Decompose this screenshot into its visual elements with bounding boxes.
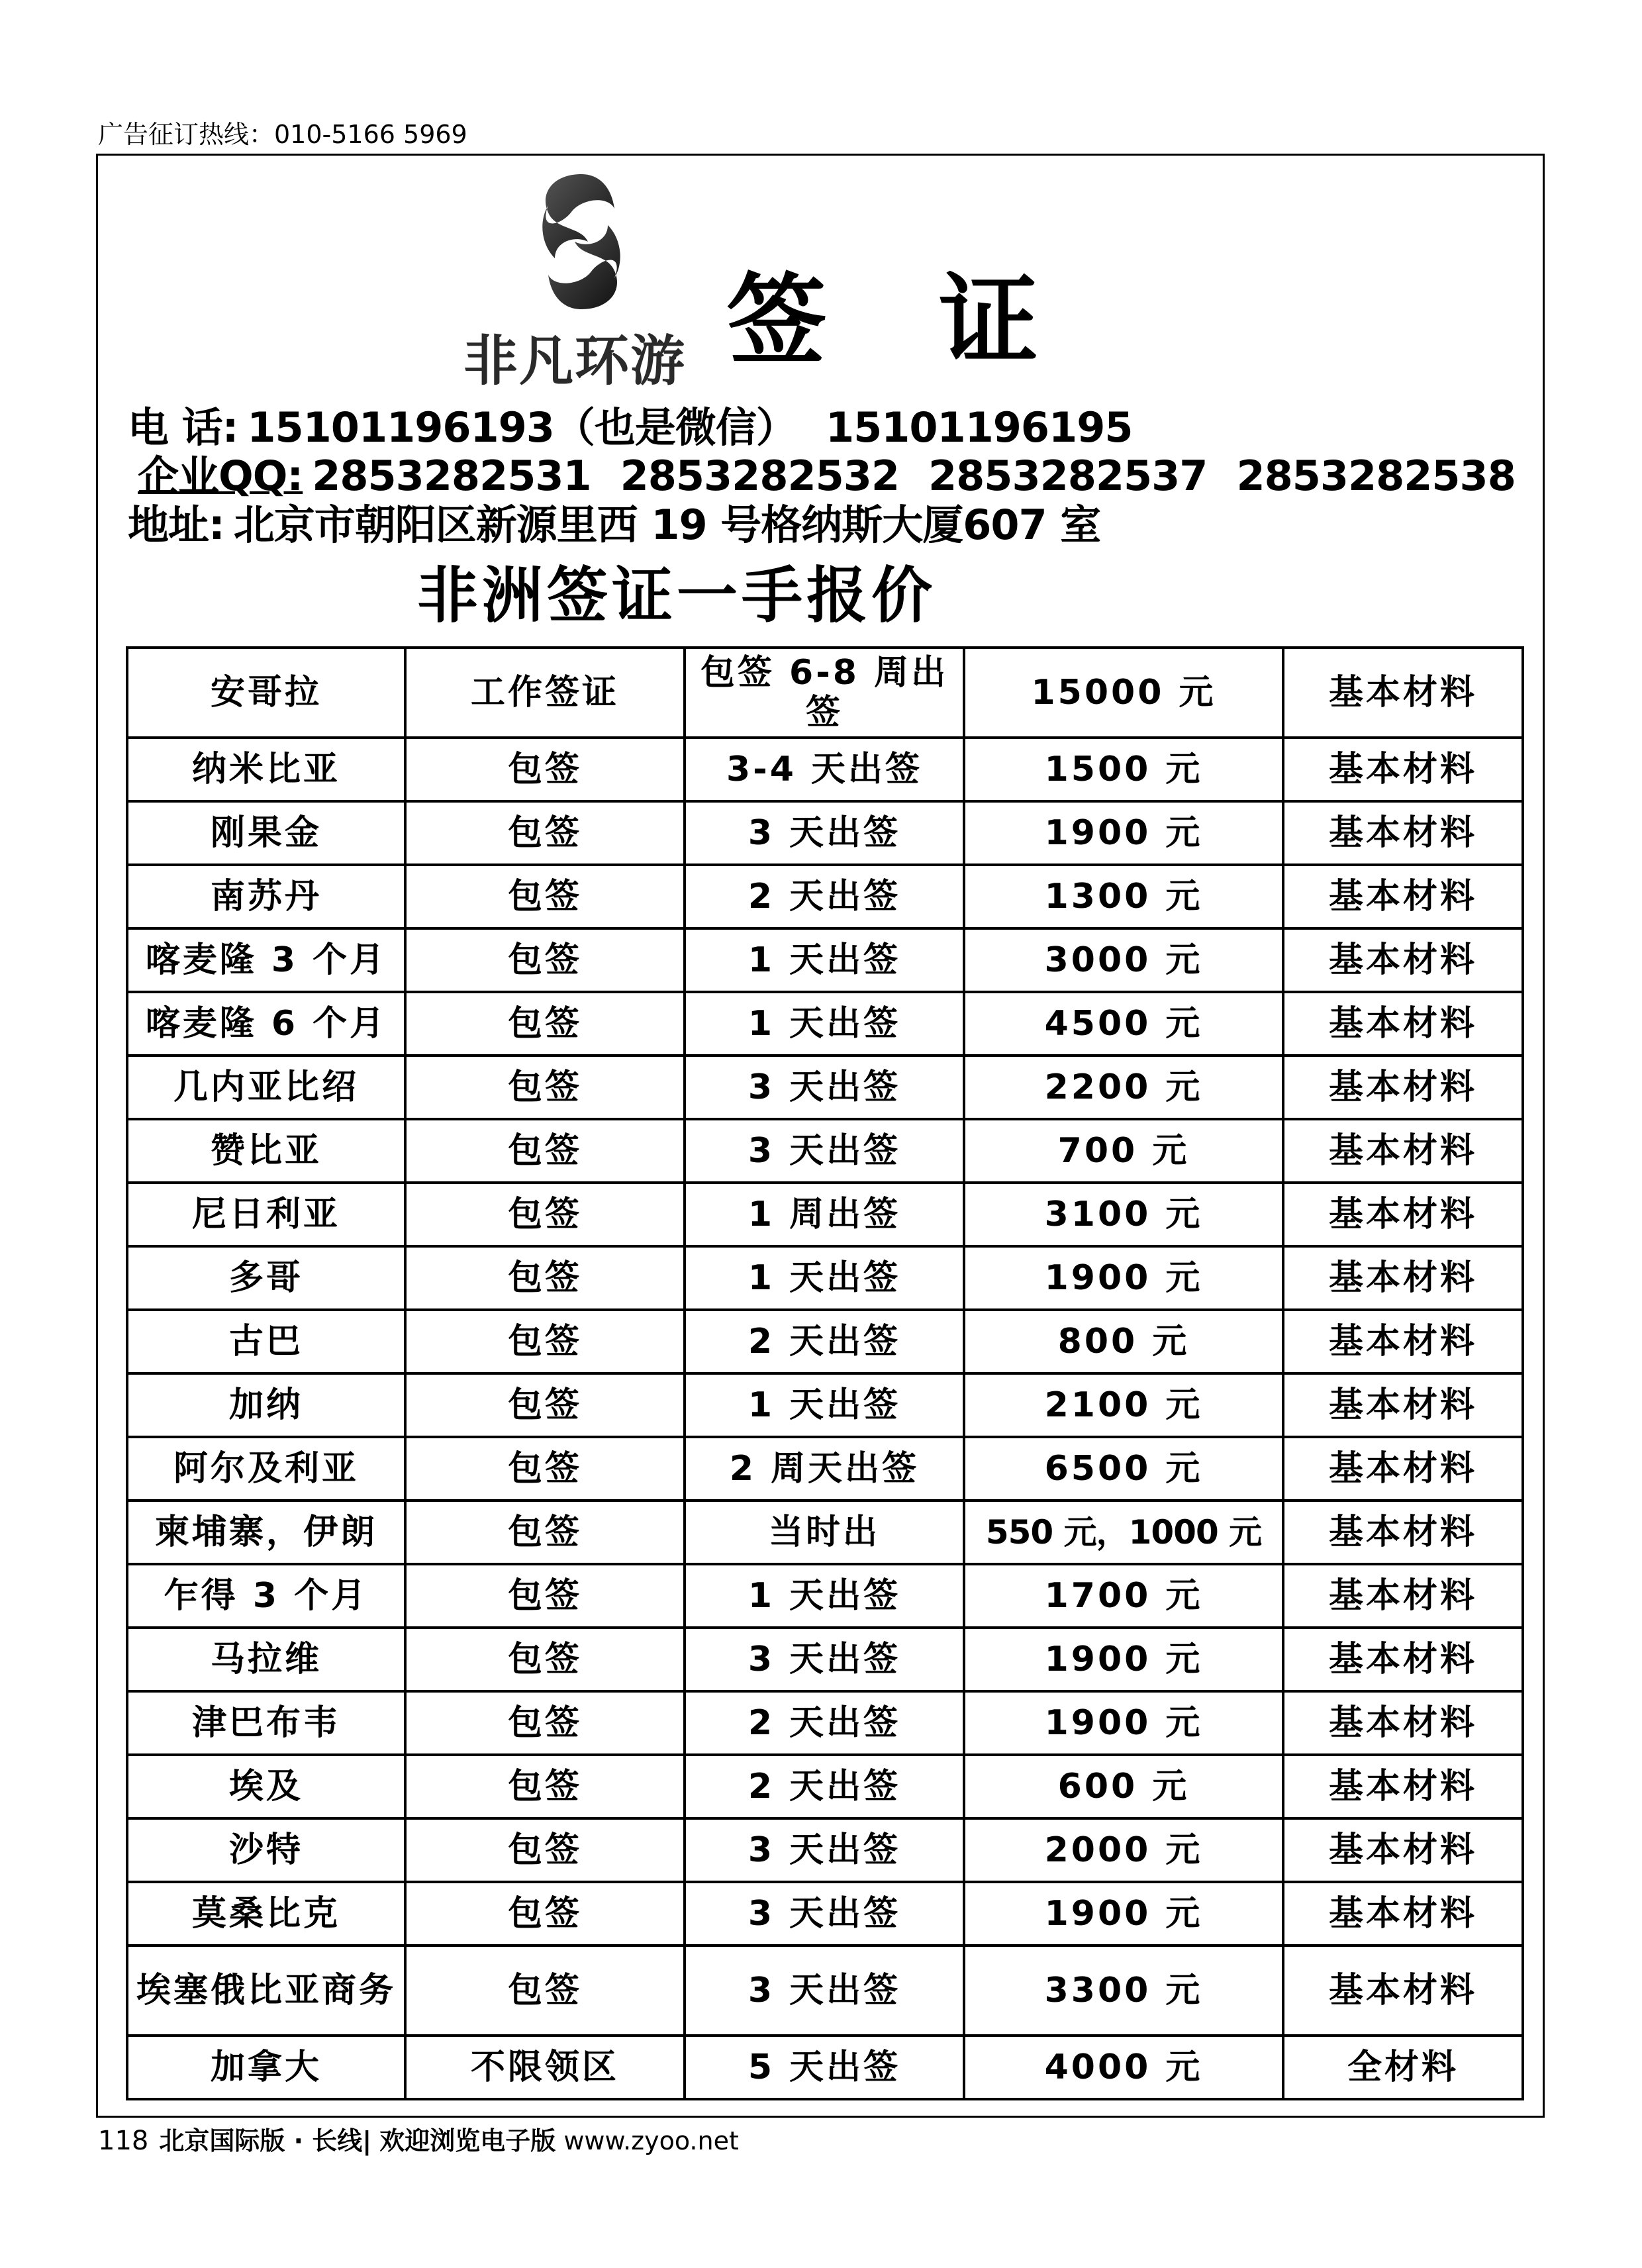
table-row	[127, 1119, 1523, 1183]
country-cell: 赞比亚	[127, 1119, 405, 1183]
welcome-text: 欢迎浏览电子版	[379, 2126, 556, 2155]
processing-time-cell: 1 天出签	[685, 1373, 964, 1437]
processing-time-cell: 3 天出签	[685, 1946, 964, 2036]
materials-cell: 基本材料	[1283, 1119, 1523, 1183]
price-cell: 1500 元	[964, 738, 1283, 801]
materials-cell: 基本材料	[1283, 1437, 1523, 1501]
visa-type-cell: 包签	[405, 1056, 685, 1119]
visa-type-cell: 包签	[405, 865, 685, 928]
price-cell: 1900 元	[964, 1246, 1283, 1310]
qq-number: 2853282538	[1236, 452, 1516, 500]
country-cell: 莫桑比克	[127, 1882, 405, 1946]
price-cell: 3300 元	[964, 1946, 1283, 2036]
table-row	[127, 1628, 1523, 1691]
price-cell: 1700 元	[964, 1564, 1283, 1628]
visa-type-cell: 包签	[405, 1882, 685, 1946]
company-logo	[409, 169, 740, 393]
materials-cell: 基本材料	[1283, 928, 1523, 992]
price-cell: 1900 元	[964, 801, 1283, 865]
visa-type-cell: 包签	[405, 1310, 685, 1373]
materials-cell: 基本材料	[1283, 1691, 1523, 1755]
price-heading: 非洲签证一手报价	[416, 560, 936, 631]
visa-type-cell: 包签	[405, 1183, 685, 1246]
country-cell: 喀麦隆 6 个月	[127, 992, 405, 1056]
visa-type-cell: 包签	[405, 1818, 685, 1882]
processing-time-cell: 2 天出签	[685, 865, 964, 928]
page-footer	[98, 2124, 739, 2157]
website-link[interactable]: www.zyoo.net	[563, 2126, 739, 2155]
visa-type-cell: 包签	[405, 1246, 685, 1310]
price-cell: 1900 元	[964, 1882, 1283, 1946]
processing-time-cell: 2 天出签	[685, 1691, 964, 1755]
processing-time-cell: 2 天出签	[685, 1755, 964, 1818]
table-row	[127, 928, 1523, 992]
table-row	[127, 1056, 1523, 1119]
address-label: 地址:	[128, 501, 224, 549]
address-text: 北京市朝阳区新源里西 19 号格纳斯大厦607 室	[233, 501, 1101, 549]
country-cell: 南苏丹	[127, 865, 405, 928]
country-cell: 几内亚比绍	[127, 1056, 405, 1119]
price-cell: 1900 元	[964, 1691, 1283, 1755]
table-row	[127, 992, 1523, 1056]
address-line	[128, 501, 1100, 549]
country-cell: 喀麦隆 3 个月	[127, 928, 405, 992]
processing-time-cell: 1 天出签	[685, 992, 964, 1056]
qq-label: 企业QQ:	[138, 452, 303, 500]
qq-number: 2853282537	[928, 452, 1208, 500]
ad-hotline: 广告征订热线：010-5166 5969	[98, 120, 467, 149]
processing-time-cell: 3 天出签	[685, 1882, 964, 1946]
processing-time-cell: 包签 6-8 周出签	[685, 648, 964, 738]
visa-type-cell: 包签	[405, 1373, 685, 1437]
qq-number: 2853282532	[620, 452, 900, 500]
table-row	[127, 1691, 1523, 1755]
table-row	[127, 1818, 1523, 1882]
visa-type-cell: 包签	[405, 928, 685, 992]
materials-cell: 基本材料	[1283, 865, 1523, 928]
country-cell: 纳米比亚	[127, 738, 405, 801]
materials-cell: 基本材料	[1283, 1755, 1523, 1818]
processing-time-cell: 5 天出签	[685, 2036, 964, 2099]
country-cell: 尼日利亚	[127, 1183, 405, 1246]
table-row	[127, 1882, 1523, 1946]
table-row	[127, 1183, 1523, 1246]
table-row	[127, 2036, 1523, 2099]
processing-time-cell: 2 周天出签	[685, 1437, 964, 1501]
table-row	[127, 648, 1523, 738]
logo-text: 非凡环游	[463, 330, 686, 393]
phone-number-1: 15101196193（也是微信）	[247, 403, 797, 452]
visa-type-cell: 工作签证	[405, 648, 685, 738]
country-cell: 埃塞俄比亚商务	[127, 1946, 405, 2036]
materials-cell: 基本材料	[1283, 1246, 1523, 1310]
country-cell: 马拉维	[127, 1628, 405, 1691]
table-row	[127, 1564, 1523, 1628]
processing-time-cell: 当时出	[685, 1501, 964, 1564]
processing-time-cell: 2 天出签	[685, 1310, 964, 1373]
price-cell: 2100 元	[964, 1373, 1283, 1437]
price-cell: 2200 元	[964, 1056, 1283, 1119]
visa-type-cell: 包签	[405, 1501, 685, 1564]
logo-swirl-icon	[535, 169, 628, 315]
price-cell: 2000 元	[964, 1818, 1283, 1882]
processing-time-cell: 3 天出签	[685, 1818, 964, 1882]
processing-time-cell: 1 周出签	[685, 1183, 964, 1246]
processing-time-cell: 3 天出签	[685, 1119, 964, 1183]
visa-type-cell: 不限领区	[405, 2036, 685, 2099]
visa-type-cell: 包签	[405, 992, 685, 1056]
materials-cell: 基本材料	[1283, 1501, 1523, 1564]
materials-cell: 基本材料	[1283, 1056, 1523, 1119]
table-body	[127, 648, 1523, 2099]
price-cell: 4000 元	[964, 2036, 1283, 2099]
visa-type-cell: 包签	[405, 1691, 685, 1755]
country-cell: 埃及	[127, 1755, 405, 1818]
price-cell: 700 元	[964, 1119, 1283, 1183]
qq-line	[138, 452, 1516, 500]
visa-type-cell: 包签	[405, 738, 685, 801]
materials-cell: 基本材料	[1283, 1628, 1523, 1691]
price-cell: 6500 元	[964, 1437, 1283, 1501]
materials-cell: 基本材料	[1283, 1882, 1523, 1946]
visa-type-cell: 包签	[405, 1437, 685, 1501]
visa-type-cell: 包签	[405, 1755, 685, 1818]
visa-type-cell: 包签	[405, 1564, 685, 1628]
processing-time-cell: 1 天出签	[685, 1564, 964, 1628]
materials-cell: 基本材料	[1283, 648, 1523, 738]
country-cell: 多哥	[127, 1246, 405, 1310]
table-row	[127, 865, 1523, 928]
publication-name: 北京国际版 · 长线|	[159, 2126, 372, 2155]
price-cell: 4500 元	[964, 992, 1283, 1056]
qq-number: 2853282531	[312, 452, 591, 500]
processing-time-cell: 1 天出签	[685, 1246, 964, 1310]
price-cell: 3100 元	[964, 1183, 1283, 1246]
materials-cell: 全材料	[1283, 2036, 1523, 2099]
price-cell: 3000 元	[964, 928, 1283, 992]
visa-type-cell: 包签	[405, 1119, 685, 1183]
price-cell: 15000 元	[964, 648, 1283, 738]
phone-label: 电 话:	[128, 403, 238, 452]
materials-cell: 基本材料	[1283, 1946, 1523, 2036]
country-cell: 古巴	[127, 1310, 405, 1373]
materials-cell: 基本材料	[1283, 801, 1523, 865]
visa-type-cell: 包签	[405, 1628, 685, 1691]
price-cell: 1300 元	[964, 865, 1283, 928]
materials-cell: 基本材料	[1283, 1310, 1523, 1373]
price-cell: 800 元	[964, 1310, 1283, 1373]
table-row	[127, 801, 1523, 865]
materials-cell: 基本材料	[1283, 1818, 1523, 1882]
table-row	[127, 1755, 1523, 1818]
table-row	[127, 738, 1523, 801]
country-cell: 沙特	[127, 1818, 405, 1882]
table-row	[127, 1437, 1523, 1501]
country-cell: 柬埔寨，伊朗	[127, 1501, 405, 1564]
visa-type-cell: 包签	[405, 801, 685, 865]
visa-price-table	[126, 646, 1524, 2100]
table-row	[127, 1501, 1523, 1564]
table-row	[127, 1946, 1523, 2036]
materials-cell: 基本材料	[1283, 1564, 1523, 1628]
materials-cell: 基本材料	[1283, 1373, 1523, 1437]
phone-line	[128, 404, 1132, 452]
country-cell: 阿尔及利亚	[127, 1437, 405, 1501]
materials-cell: 基本材料	[1283, 1183, 1523, 1246]
country-cell: 乍得 3 个月	[127, 1564, 405, 1628]
price-cell: 600 元	[964, 1755, 1283, 1818]
country-cell: 刚果金	[127, 801, 405, 865]
country-cell: 加拿大	[127, 2036, 405, 2099]
country-cell: 安哥拉	[127, 648, 405, 738]
materials-cell: 基本材料	[1283, 738, 1523, 801]
page-title: 签证	[727, 264, 1151, 379]
page-number: 118	[98, 2126, 149, 2156]
processing-time-cell: 3 天出签	[685, 1056, 964, 1119]
price-cell: 550 元，1000 元	[964, 1501, 1283, 1564]
visa-type-cell: 包签	[405, 1946, 685, 2036]
country-cell: 津巴布韦	[127, 1691, 405, 1755]
processing-time-cell: 3 天出签	[685, 801, 964, 865]
materials-cell: 基本材料	[1283, 992, 1523, 1056]
processing-time-cell: 3 天出签	[685, 1628, 964, 1691]
price-cell: 1900 元	[964, 1628, 1283, 1691]
table-row	[127, 1373, 1523, 1437]
table-row	[127, 1310, 1523, 1373]
table-row	[127, 1246, 1523, 1310]
phone-number-2: 15101196195	[825, 403, 1133, 452]
advertisement-box	[96, 154, 1545, 2118]
processing-time-cell: 3-4 天出签	[685, 738, 964, 801]
country-cell: 加纳	[127, 1373, 405, 1437]
processing-time-cell: 1 天出签	[685, 928, 964, 992]
